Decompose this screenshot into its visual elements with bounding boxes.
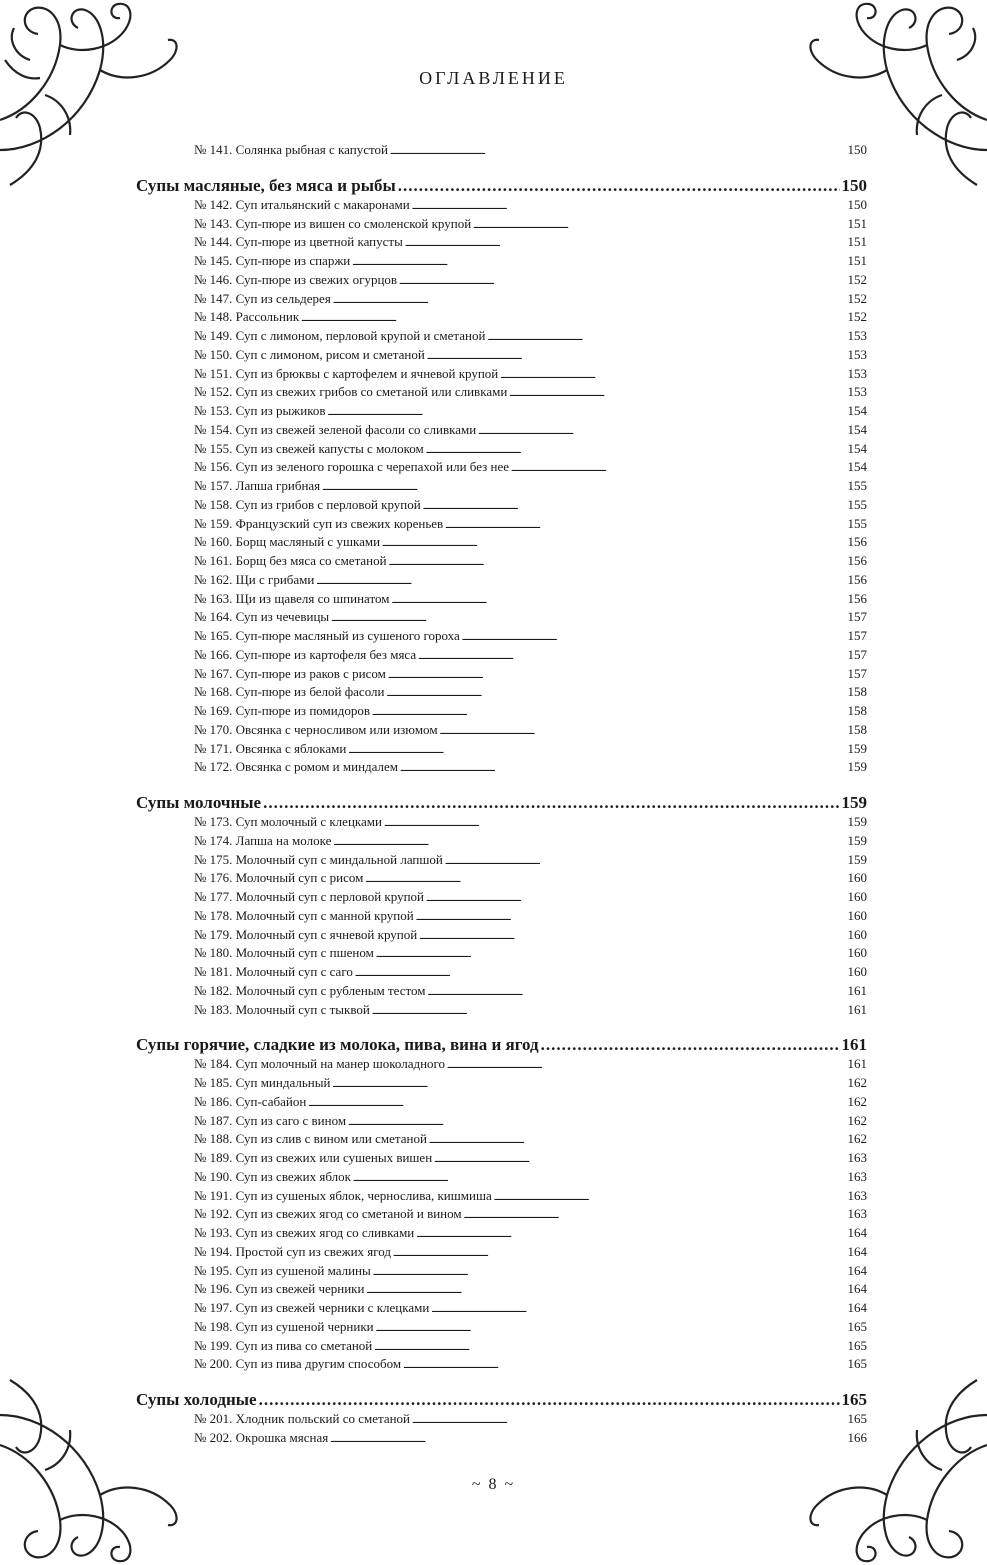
toc-entry[interactable] — [194, 1337, 867, 1356]
toc-entry[interactable] — [194, 1410, 867, 1429]
toc-entry[interactable] — [194, 963, 867, 982]
toc-entry[interactable] — [194, 196, 867, 215]
section-gap — [136, 1374, 867, 1382]
toc-title: № 168. Суп-пюре из белой фасоли — [194, 684, 385, 700]
dot-leader — [428, 982, 846, 1002]
toc-entry[interactable] — [194, 1055, 867, 1074]
toc-title: № 160. Борщ масляный с ушками — [194, 534, 381, 550]
toc-title: № 187. Суп из саго с вином — [194, 1112, 347, 1128]
toc-title: № 181. Молочный суп с саго — [194, 964, 353, 979]
toc-entry[interactable] — [194, 740, 867, 759]
toc-page-number: 159 — [841, 793, 867, 812]
dot-leader — [416, 907, 846, 927]
toc-entry[interactable] — [194, 365, 867, 384]
dot-leader — [390, 141, 846, 161]
toc-page-number: 159 — [847, 814, 867, 829]
toc-page-number: 156 — [847, 534, 867, 550]
toc-page-number: 154 — [847, 459, 867, 475]
toc-page-number: 161 — [847, 982, 867, 998]
toc-page-number: 153 — [847, 328, 867, 343]
toc-entry[interactable] — [194, 515, 867, 534]
toc-title: № 174. Лапша на молоке — [194, 832, 332, 848]
toc-entry[interactable] — [194, 1112, 867, 1131]
toc-title: № 142. Суп итальянский с макаронами — [194, 196, 410, 212]
dot-leader — [400, 758, 845, 778]
toc-title: № 146. Суп-пюре из свежих огурцов — [194, 271, 398, 287]
toc-page-number: 151 — [847, 253, 867, 268]
toc-title: № 184. Суп молочный на манер шоколадного — [194, 1056, 446, 1072]
toc-entry[interactable] — [194, 440, 867, 459]
dot-leader — [372, 702, 846, 722]
toc-title: № 193. Суп из свежих ягод со сливками — [194, 1225, 415, 1240]
toc-entry[interactable] — [194, 496, 867, 515]
toc-entry[interactable] — [194, 608, 867, 627]
toc-entry[interactable] — [194, 1187, 867, 1206]
toc-entry[interactable] — [194, 421, 867, 440]
dot-leader — [403, 1355, 845, 1375]
toc-page-number: 156 — [847, 590, 867, 606]
toc-page-number: 157 — [847, 646, 867, 662]
toc-title: № 199. Суп из пива со сметаной — [194, 1337, 373, 1353]
toc-page-number: 162 — [847, 1131, 867, 1147]
toc-page-number: 159 — [847, 740, 867, 756]
toc-page-number: 153 — [847, 346, 867, 362]
dot-leader — [500, 365, 845, 385]
toc-title: № 156. Суп из зеленого горошка с черепахой или без нее — [194, 459, 510, 475]
toc-title: № 155. Суп из свежей капусты с молоком — [194, 440, 424, 456]
toc-title: № 154. Суп из свежей зеленой фасоли со сливками — [194, 421, 477, 437]
toc-title: № 191. Суп из сушеных яблок, чернослива, кишмиша — [194, 1187, 492, 1203]
dot-leader — [376, 1318, 846, 1338]
toc-page-number: 165 — [841, 1390, 867, 1409]
toc-entry[interactable] — [194, 926, 867, 945]
toc-entry[interactable] — [194, 851, 867, 870]
toc-page-number: 160 — [847, 964, 867, 979]
dot-leader — [447, 1055, 845, 1075]
toc-title: № 198. Суп из сушеной черники — [194, 1318, 374, 1334]
toc-title: № 192. Суп из свежих ягод со сметаной и вином — [194, 1206, 462, 1222]
toc-title: Супы горячие, сладкие из молока, пива, вина и ягод — [136, 1035, 539, 1055]
toc-entry[interactable] — [194, 944, 867, 963]
toc-page-number: 164 — [847, 1262, 867, 1278]
toc-entry[interactable] — [194, 1355, 867, 1374]
dot-leader — [412, 196, 846, 216]
dot-leader — [445, 851, 846, 871]
toc-entry[interactable] — [194, 346, 867, 365]
toc-title: № 148. Рассольник — [194, 309, 300, 325]
toc-page-number: 156 — [847, 571, 867, 587]
toc-entry[interactable] — [194, 590, 867, 609]
toc-page-number: 165 — [847, 1411, 867, 1426]
toc-entry[interactable] — [194, 402, 867, 421]
toc-title: № 149. Суп с лимоном, перловой крупой и сметаной — [194, 328, 486, 343]
toc-title: № 179. Молочный суп с ячневой крупой — [194, 926, 418, 942]
dot-leader — [391, 590, 845, 610]
dot-leader — [316, 571, 845, 591]
toc-title: № 143. Суп-пюре из вишен со смоленской крупой — [194, 215, 472, 231]
toc-title: № 162. Щи с грибами — [194, 571, 315, 587]
toc-page-number: 165 — [847, 1337, 867, 1353]
toc-entry[interactable] — [194, 533, 867, 552]
dot-leader — [405, 233, 846, 253]
toc-title: № 183. Молочный суп с тыквой — [194, 1001, 370, 1017]
toc-title: № 173. Суп молочный с клецками — [194, 814, 382, 829]
toc-title: № 158. Суп из грибов с перловой крупой — [194, 496, 421, 512]
toc-entry[interactable] — [194, 1262, 867, 1281]
toc-page-number: 152 — [847, 271, 867, 287]
dot-leader — [384, 813, 846, 833]
toc-title: № 141. Солянка рыбная с капустой — [194, 142, 388, 157]
toc-title: № 165. Суп-пюре масляный из сушеного гороха — [194, 628, 460, 643]
toc-page-number: 165 — [847, 1318, 867, 1334]
toc-page-number: 160 — [847, 907, 867, 923]
dot-leader — [322, 477, 845, 497]
toc-entry[interactable] — [194, 758, 867, 777]
toc-entry[interactable] — [194, 271, 867, 290]
toc-page-number: 155 — [847, 515, 867, 531]
page-number: ~ 8 ~ — [471, 1476, 516, 1493]
toc-page-number: 164 — [847, 1281, 867, 1297]
toc-page-number: 151 — [847, 215, 867, 231]
toc-entry[interactable] — [194, 1280, 867, 1299]
toc-title: № 180. Молочный суп с пшеном — [194, 945, 374, 961]
toc-page-number: 152 — [847, 290, 867, 306]
toc-entry[interactable] — [194, 1243, 867, 1262]
toc-page-number: 155 — [847, 478, 867, 493]
dot-leader — [328, 402, 846, 422]
toc-entry[interactable] — [194, 813, 867, 832]
toc-page-number: 163 — [847, 1206, 867, 1222]
toc-page-number: 153 — [847, 384, 867, 400]
toc-entry[interactable] — [194, 141, 867, 160]
toc-page-number: 152 — [847, 309, 867, 325]
toc-title: № 186. Суп-сабайон — [194, 1093, 307, 1109]
dot-leader — [427, 346, 846, 366]
dot-leader — [348, 1112, 845, 1132]
toc-entry[interactable] — [194, 702, 867, 721]
toc-entry[interactable] — [194, 1224, 867, 1243]
toc-title: № 177. Молочный суп с перловой крупой — [194, 889, 424, 904]
dot-leader — [372, 1001, 846, 1021]
dot-leader — [445, 515, 845, 535]
dot-leader — [388, 665, 846, 685]
toc-page-number: 150 — [847, 142, 867, 157]
dot-leader — [478, 421, 845, 441]
dot-leader — [418, 646, 845, 666]
toc-title: Супы масляные, без мяса и рыбы — [136, 175, 396, 195]
dot-leader — [330, 1429, 845, 1449]
toc-title: № 151. Суп из брюквы с картофелем и ячневой крупой — [194, 365, 499, 381]
dot-leader — [473, 215, 845, 235]
toc-entry[interactable] — [194, 477, 867, 496]
dot-leader — [373, 1262, 846, 1282]
toc-entry[interactable] — [194, 1205, 867, 1224]
toc-title: № 200. Суп из пива другим способом — [194, 1356, 402, 1372]
toc-title: № 157. Лапша грибная — [194, 478, 321, 493]
toc-page-number: 164 — [847, 1300, 867, 1315]
dot-leader — [353, 1168, 846, 1188]
dot-leader — [332, 1074, 845, 1094]
toc-page-number: 166 — [847, 1429, 867, 1445]
dot-leader — [333, 290, 846, 310]
dot-leader — [426, 440, 846, 460]
toc-entry[interactable] — [194, 1093, 867, 1112]
toc-page-number: 157 — [847, 628, 867, 643]
toc-entry[interactable] — [194, 665, 867, 684]
dot-leader — [440, 721, 846, 741]
toc-entry[interactable] — [194, 888, 867, 907]
toc-title: № 153. Суп из рыжиков — [194, 403, 326, 418]
toc-page-number: 161 — [847, 1056, 867, 1072]
toc-title: № 163. Щи из щавеля со шпинатом — [194, 590, 390, 606]
toc-entry[interactable] — [194, 215, 867, 234]
toc-title: № 167. Суп-пюре из раков с рисом — [194, 665, 386, 681]
toc-entry[interactable] — [194, 327, 867, 346]
toc-title: № 197. Суп из свежей черники с клецками — [194, 1300, 430, 1315]
toc-entry[interactable] — [194, 552, 867, 571]
toc-title: № 171. Овсянка с яблоками — [194, 740, 347, 756]
toc-page-number: 157 — [847, 665, 867, 681]
toc-title: № 169. Суп-пюре из помидоров — [194, 703, 370, 718]
toc-title: № 172. Овсянка с ромом и миндалем — [194, 759, 399, 775]
toc-page-number: 156 — [847, 553, 867, 568]
toc-title: № 161. Борщ без мяса со сметаной — [194, 553, 387, 568]
dot-leader — [464, 1205, 846, 1225]
toc-page-number: 157 — [847, 609, 867, 625]
toc-page-number: 158 — [847, 721, 867, 737]
toc-page-number: 161 — [841, 1035, 867, 1055]
dot-leader — [431, 1299, 845, 1319]
dot-leader — [352, 252, 845, 272]
toc-page-number: 153 — [847, 365, 867, 381]
dot-leader — [393, 1243, 845, 1263]
toc-entry[interactable] — [194, 308, 867, 327]
toc-entry[interactable] — [194, 458, 867, 477]
toc-entry[interactable] — [194, 1130, 867, 1149]
toc-page-number: 162 — [847, 1093, 867, 1109]
toc-title: № 164. Суп из чечевицы — [194, 609, 330, 625]
dot-leader — [494, 1187, 846, 1207]
toc-title: № 196. Суп из свежей черники — [194, 1281, 365, 1297]
dot-leader — [389, 552, 846, 572]
dot-leader — [374, 1337, 845, 1357]
toc-entry[interactable] — [194, 1074, 867, 1093]
dot-leader — [331, 608, 845, 628]
section-gap — [136, 777, 867, 785]
toc-entry[interactable] — [194, 252, 867, 271]
dot-leader — [376, 944, 846, 964]
toc-page-number: 165 — [847, 1356, 867, 1372]
toc-title: № 201. Хлодник польский со сметаной — [194, 1411, 411, 1426]
toc-title: № 145. Суп-пюре из спаржи — [194, 253, 351, 268]
toc-page-number: 155 — [847, 496, 867, 512]
toc-section-heading[interactable] — [136, 1027, 867, 1055]
section-gap — [136, 1019, 867, 1027]
table-of-contents — [136, 141, 867, 1448]
dot-leader — [355, 963, 846, 983]
toc-title: № 147. Суп из сельдерея — [194, 290, 331, 306]
toc-entry[interactable] — [194, 233, 867, 252]
toc-page-number: 160 — [847, 889, 867, 904]
dot-leader — [511, 458, 845, 478]
toc-page-number: 160 — [847, 926, 867, 942]
toc-title: № 202. Окрошка мясная — [194, 1429, 329, 1445]
toc-title: № 190. Суп из свежих яблок — [194, 1168, 351, 1184]
toc-entry[interactable] — [194, 832, 867, 851]
dot-leader — [462, 627, 846, 647]
toc-entry[interactable] — [194, 1168, 867, 1187]
toc-entry[interactable] — [194, 1318, 867, 1337]
toc-entry[interactable] — [194, 907, 867, 926]
toc-page-number: 160 — [847, 945, 867, 961]
dot-leader — [426, 888, 846, 908]
toc-page-number: 154 — [847, 421, 867, 437]
dot-leader — [386, 683, 845, 703]
dot-leader — [301, 308, 845, 328]
toc-title: № 175. Молочный суп с миндальной лапшой — [194, 851, 443, 867]
toc-title: № 176. Молочный суп с рисом — [194, 870, 364, 886]
toc-page-number: 158 — [847, 703, 867, 718]
toc-page-number: 151 — [847, 234, 867, 250]
toc-page-number: 164 — [847, 1243, 867, 1259]
dot-leader — [399, 271, 845, 291]
toc-entry[interactable] — [194, 1149, 867, 1168]
toc-title: № 185. Суп миндальный — [194, 1075, 331, 1090]
toc-entry[interactable] — [194, 1001, 867, 1020]
toc-entry[interactable] — [194, 290, 867, 309]
toc-page-number: 161 — [847, 1001, 867, 1017]
toc-page-number: 160 — [847, 870, 867, 886]
toc-entry[interactable] — [194, 571, 867, 590]
dot-leader — [509, 383, 845, 403]
toc-title: № 182. Молочный суп с рубленым тестом — [194, 982, 426, 998]
toc-page-number: 159 — [847, 851, 867, 867]
dot-leader — [429, 1130, 846, 1150]
dot-leader — [382, 533, 845, 553]
toc-title: № 188. Суп из слив с вином или сметаной — [194, 1131, 427, 1147]
toc-section-heading[interactable] — [136, 1382, 867, 1410]
dot-leader — [434, 1149, 845, 1169]
toc-title: Супы холодные — [136, 1390, 257, 1409]
dot-leader — [348, 740, 845, 760]
toc-page-number: 154 — [847, 403, 867, 418]
section-gap — [136, 160, 867, 168]
toc-page-number: 158 — [847, 684, 867, 700]
dot-leader — [423, 496, 846, 516]
toc-page-number: 163 — [847, 1187, 867, 1203]
toc-entry[interactable] — [194, 383, 867, 402]
toc-title: № 170. Овсянка с черносливом или изюмом — [194, 721, 438, 737]
toc-title: № 189. Суп из свежих или сушеных вишен — [194, 1150, 433, 1165]
toc-entry[interactable] — [194, 646, 867, 665]
dot-leader — [487, 327, 845, 347]
toc-entry[interactable] — [194, 721, 867, 740]
toc-entry[interactable] — [194, 627, 867, 646]
toc-section-heading[interactable] — [136, 168, 867, 196]
dot-leader — [365, 869, 845, 889]
page-heading: ОГЛАВЛЕНИЕ — [419, 68, 568, 88]
toc-title: № 194. Простой суп из свежих ягод — [194, 1243, 392, 1259]
toc-entry[interactable] — [194, 1429, 867, 1448]
toc-page-number: 159 — [847, 832, 867, 848]
toc-page-number: 159 — [847, 759, 867, 775]
dot-leader — [366, 1280, 845, 1300]
dot-leader — [416, 1224, 845, 1244]
toc-entry[interactable] — [194, 982, 867, 1001]
dot-leader — [419, 926, 845, 946]
toc-entry[interactable] — [194, 1299, 867, 1318]
toc-title: № 159. Французский суп из свежих кореньев — [194, 515, 444, 531]
toc-title: № 152. Суп из свежих грибов со сметаной или сливками — [194, 384, 508, 400]
toc-page-number: 162 — [847, 1112, 867, 1128]
toc-page-number: 162 — [847, 1075, 867, 1090]
toc-page-number: 164 — [847, 1225, 867, 1240]
dot-leader — [333, 832, 845, 852]
toc-page-number: 163 — [847, 1168, 867, 1184]
toc-entry[interactable] — [194, 683, 867, 702]
toc-title: № 166. Суп-пюре из картофеля без мяса — [194, 646, 417, 662]
toc-section-heading[interactable] — [136, 785, 867, 813]
toc-page-number: 163 — [847, 1150, 867, 1165]
toc-page-number: 150 — [847, 196, 867, 212]
toc-title: Супы молочные — [136, 793, 262, 812]
toc-page-number: 150 — [841, 175, 867, 195]
toc-page-number: 154 — [847, 440, 867, 456]
toc-title: № 195. Суп из сушеной малины — [194, 1262, 371, 1278]
toc-title: № 178. Молочный суп с манной крупой — [194, 907, 414, 923]
dot-leader — [412, 1410, 845, 1430]
toc-entry[interactable] — [194, 869, 867, 888]
dot-leader — [308, 1093, 845, 1113]
toc-title: № 144. Суп-пюре из цветной капусты — [194, 234, 403, 250]
toc-title: № 150. Суп с лимоном, рисом и сметаной — [194, 346, 425, 362]
